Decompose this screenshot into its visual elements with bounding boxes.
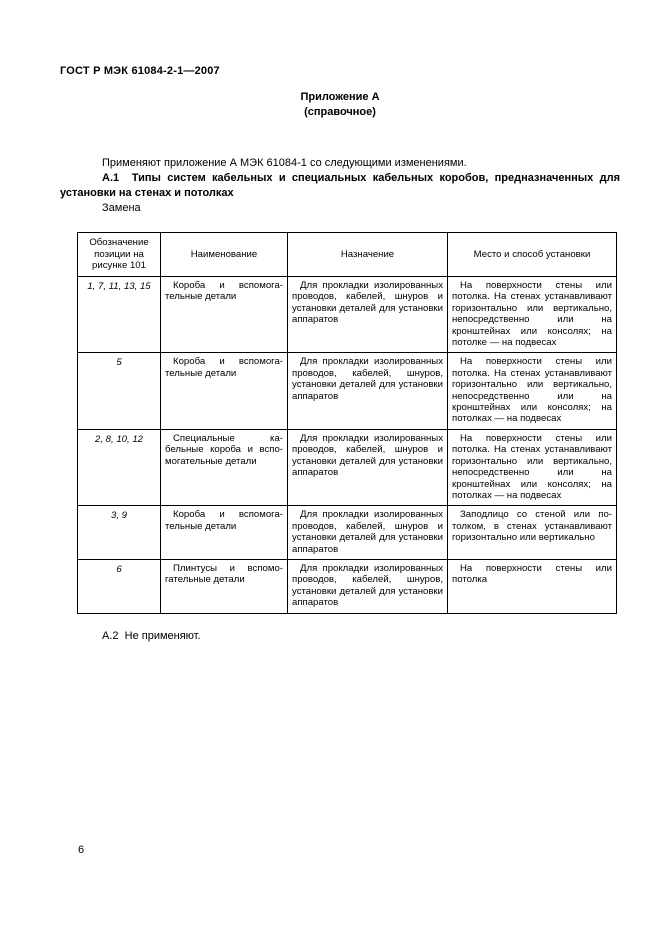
- cell-position: 3, 9: [78, 506, 161, 560]
- replace-label: Замена: [102, 202, 141, 214]
- intro-paragraph: Применяют приложение А МЭК 61084-1 со следующими изменениями.: [102, 157, 467, 169]
- cell-name: Короба и вспомогательные детали: [161, 506, 288, 560]
- doc-code: ГОСТ Р МЭК 61084-2-1—2007: [60, 65, 220, 77]
- cell-name: Короба и вспомогательные детали: [161, 277, 288, 353]
- cell-location: На поверхности стены или потолка: [448, 559, 617, 613]
- section-a2-text: А.2 Не применяют.: [102, 629, 201, 642]
- appendix-subtitle: (справочное): [304, 106, 376, 118]
- page-number: 6: [78, 844, 85, 856]
- page-content: [60, 64, 620, 644]
- table-row: [78, 559, 617, 613]
- cable-types-table: [77, 232, 617, 614]
- table-row: [78, 277, 617, 353]
- table-row: [78, 506, 617, 560]
- cell-position: 1, 7, 11, 13, 15: [78, 277, 161, 353]
- cell-name: Специальные кабельные короба и вспомогательные детали: [161, 429, 288, 505]
- cell-position: 5: [78, 353, 161, 429]
- cell-name: Короба и вспомогательные детали: [161, 353, 288, 429]
- section-a1-heading: А.1 Типы систем кабельных и специальных кабельных коробов, предназначенных для установки на стенах и потолках: [60, 172, 620, 199]
- cell-location: На поверхности стены или потолка. На стенах устанавливают горизонтально или вертикально, непосредственно или на кронштейнах или консолях; на потолках — на подвесах: [448, 353, 617, 429]
- col-header-purpose: Назначение: [288, 233, 448, 277]
- col-header-location: Место и способ установки: [448, 233, 617, 277]
- cell-location: На поверхности стены или потолка. На стенах устанавливают горизонтально или вертикально, непосредственно или на кронштейнах или консолях; на потолках — на подвесах: [448, 429, 617, 505]
- col-header-position: Обозначение позиции на рисунке 101: [78, 233, 161, 277]
- cell-purpose: Для прокладки изолированных проводов, кабелей, шнуров и установки деталей для установки аппаратов: [288, 277, 448, 353]
- col-header-name: Наименование: [161, 233, 288, 277]
- cell-position: 2, 8, 10, 12: [78, 429, 161, 505]
- appendix-title: Приложение А: [300, 91, 380, 103]
- table-row: [78, 353, 617, 429]
- cell-location: На поверхности стены или потолка. На стенах устанавливают горизонтально или вертикально, непосредственно или на кронштейнах или консолях; на потолке — на подвесах: [448, 277, 617, 353]
- cell-purpose: Для прокладки изолированных проводов, кабелей, шнуров, установки деталей для установки аппаратов: [288, 559, 448, 613]
- cell-purpose: Для прокладки изолированных проводов, кабелей, шнуров, установки деталей для установки аппаратов: [288, 353, 448, 429]
- cell-purpose: Для прокладки изолированных проводов, кабелей, шнуров и установки деталей для установки аппаратов: [288, 506, 448, 560]
- cell-position: 6: [78, 559, 161, 613]
- cell-name: Плинтусы и вспомогательные детали: [161, 559, 288, 613]
- table-row: [78, 429, 617, 505]
- table-header-row: [78, 233, 617, 277]
- cell-location: Заподлицо со стеной или потолком, в стенах устанавливают горизонтально или вертикально: [448, 506, 617, 560]
- cell-purpose: Для прокладки изолированных проводов, кабелей, шнуров и установки деталей для установки аппаратов: [288, 429, 448, 505]
